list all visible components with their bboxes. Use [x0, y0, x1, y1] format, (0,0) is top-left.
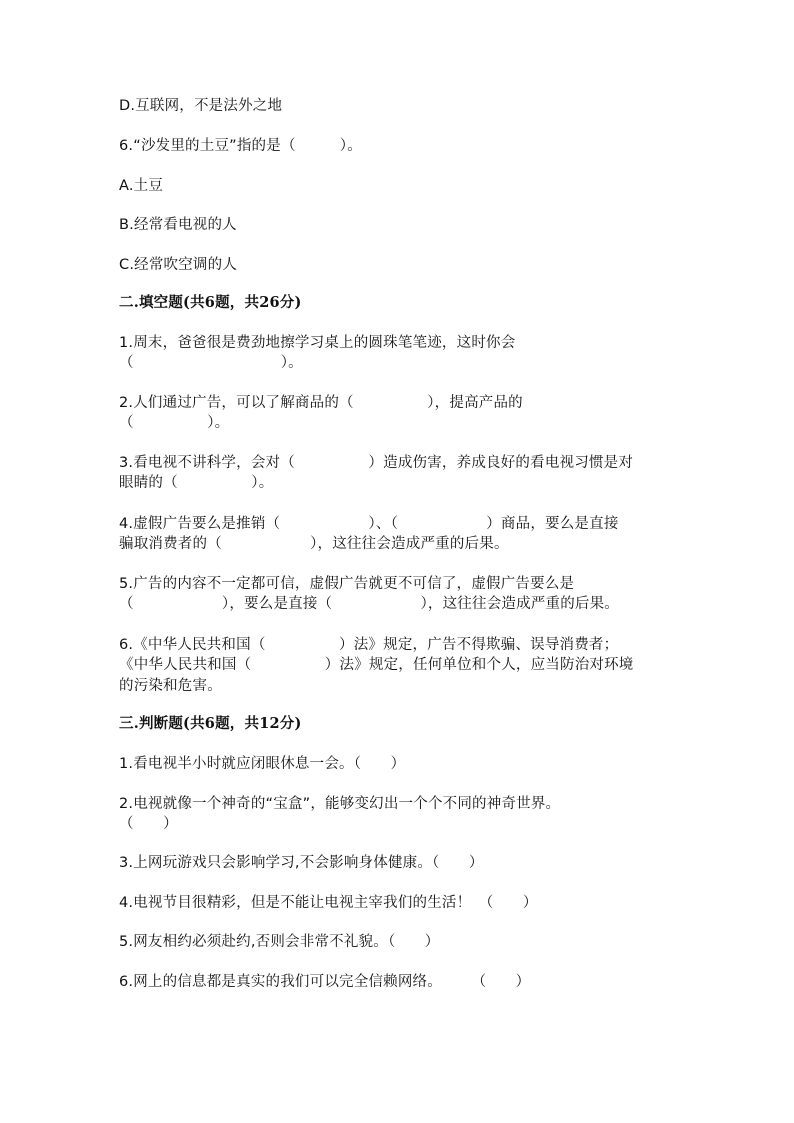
fill-question-1-line-2: （ ）。 — [119, 355, 303, 371]
option-d: D.互联网，不是法外之地 — [119, 98, 283, 114]
choice-question-6-option-a: A.土豆 — [119, 178, 164, 194]
judge-section-heading: 三.判断题(共6题，共12分) — [119, 715, 302, 732]
judge-question-6: 6.网上的信息都是真实的我们可以完全信赖网络。 （ ） — [119, 974, 531, 990]
fill-question-6-line-3: 的污染和危害。 — [119, 678, 222, 694]
fill-question-5-line-1: 5.广告的内容不一定都可信，虚假广告就更不可信了，虚假广告要么是 — [119, 576, 575, 592]
judge-question-1: 1.看电视半小时就应闭眼休息一会。（ ） — [119, 756, 406, 772]
choice-question-6-stem: 6.“沙发里的土豆”指的是（ ）。 — [119, 138, 362, 154]
fill-question-2-line-2: （ ）。 — [119, 415, 230, 431]
judge-question-2-line-2: （ ） — [119, 816, 178, 832]
fill-question-6-line-2: 《中华人民共和国（ ）法》规定，任何单位和个人，应当防治对环境 — [119, 657, 634, 673]
fill-question-5-line-2: （ ），要么是直接（ ），这往往会造成严重的后果。 — [119, 596, 619, 612]
judge-question-4: 4.电视节目很精彩，但是不能让电视主宰我们的生活！ （ ） — [119, 895, 538, 911]
fill-question-2-line-1: 2.人们通过广告，可以了解商品的（ ），提高产品的 — [119, 395, 523, 411]
fill-section-heading: 二.填空题(共6题，共26分) — [119, 294, 302, 311]
fill-question-3-line-1: 3.看电视不讲科学，会对（ ）造成伤害，养成良好的看电视习惯是对 — [119, 455, 634, 471]
judge-question-5: 5.网友相约必须赴约,否则会非常不礼貌。（ ） — [119, 934, 440, 950]
fill-question-3-line-2: 眼睛的（ ）。 — [119, 475, 274, 491]
fill-question-6-line-1: 6.《中华人民共和国（ ）法》规定，广告不得欺骗、误导消费者； — [119, 637, 619, 653]
choice-question-6-option-b: B.经常看电视的人 — [119, 217, 237, 233]
judge-question-3: 3.上网玩游戏只会影响学习,不会影响身体健康。（ ） — [119, 855, 484, 871]
fill-question-4-line-1: 4.虚假广告要么是推销（ ）、（ ）商品，要么是直接 — [119, 516, 619, 532]
fill-question-4-line-2: 骗取消费者的（ ），这往往会造成严重的后果。 — [119, 536, 509, 552]
judge-question-2-line-1: 2.电视就像一个神奇的“宝盒”，能够变幻出一个个不同的神奇世界。 — [119, 796, 561, 812]
fill-question-1-line-1: 1.周末，爸爸很是费劲地擦学习桌上的圆珠笔笔迹，这时你会 — [119, 335, 516, 351]
choice-question-6-option-c: C.经常吹空调的人 — [119, 257, 238, 273]
